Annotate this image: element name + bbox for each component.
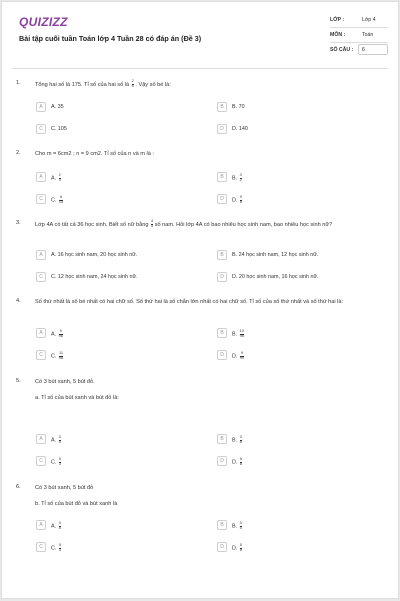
quizizz-logo: QUIZIZZ — [19, 15, 68, 29]
question-number: 1. — [16, 80, 21, 86]
option-text: B. $\frac{3}{8}$ — [232, 435, 242, 444]
fraction — [240, 352, 244, 361]
question-number: 5. — [16, 378, 21, 384]
fraction-denominator: 99 — [239, 355, 245, 360]
fraction-numerator: 3 — [239, 435, 242, 439]
question-text: Có 3 bút xanh, 5 bút đỏ. — [35, 379, 95, 385]
option-letter-box[interactable]: A — [36, 250, 46, 260]
fraction-numerator: 5 — [58, 543, 62, 547]
option-text: D. $\frac{5}{8}$ — [232, 457, 243, 466]
fraction-numerator: 10 — [239, 329, 244, 333]
option-text: B. $\frac{10}{98}$ — [232, 329, 244, 338]
fraction-numerator: 3 — [239, 173, 242, 177]
meta-panel — [330, 13, 388, 57]
fraction — [59, 522, 61, 531]
option-letter-box[interactable]: B — [217, 328, 227, 338]
option-letter-box[interactable]: B — [217, 520, 227, 530]
fraction-denominator: 8 — [239, 439, 242, 444]
question-text: Có 3 bút xanh, 5 bút đỏ — [35, 485, 94, 491]
question-number: 3. — [16, 220, 21, 226]
worksheet-page — [1, 1, 399, 599]
option-letter-box[interactable]: D — [217, 272, 227, 282]
option-letter-box[interactable]: A — [36, 434, 46, 444]
option-text: A. $\frac{2}{3}$ — [51, 173, 61, 182]
option-letter-box[interactable]: B — [217, 250, 227, 260]
option-letter-box[interactable]: A — [36, 520, 46, 530]
question-number: 4. — [16, 298, 21, 304]
fraction-numerator: 11 — [59, 351, 63, 355]
option-text: D. $\frac{9}{99}$ — [232, 351, 245, 360]
meta-value: 6 — [362, 47, 365, 53]
fraction-numerator: 3 — [58, 521, 61, 525]
fraction — [240, 522, 242, 531]
fraction-denominator: 15 — [58, 199, 64, 204]
question-subpart: a. Tỉ số của bút xanh và bút đỏ là: — [35, 395, 119, 401]
fraction-denominator: 8 — [239, 547, 243, 552]
option-letter-box[interactable]: C — [36, 194, 46, 204]
meta-key: MÔN : — [330, 32, 346, 38]
option-letter-box[interactable]: D — [217, 542, 227, 552]
option-text: A. 16 học sinh nam, 20 học sinh nữ. — [51, 252, 138, 258]
option-text: D. 140 — [232, 126, 248, 132]
option-letter-box[interactable]: A — [36, 328, 46, 338]
option-text: C. $\frac{5}{3}$ — [51, 457, 62, 466]
fraction-numerator: 3 — [58, 435, 61, 439]
option-letter-box[interactable]: B — [217, 102, 227, 112]
option-letter-box[interactable]: C — [36, 542, 46, 552]
fraction — [240, 458, 242, 467]
fraction-numerator: 9 — [239, 195, 243, 199]
fraction — [59, 352, 63, 361]
question-text: Cho m = 6cm2 ; n = 9 cm2. Tỉ số của n và m là : — [35, 151, 154, 157]
fraction-denominator: 2 — [239, 177, 242, 182]
meta-row-count — [330, 43, 388, 57]
option-letter-box[interactable]: C — [36, 350, 46, 360]
meta-value: Toán — [362, 32, 374, 38]
question-text: Tổng hai số là 175. Tỉ số của hai số là $\frac{2}{5}$ . Vậy số bé là: — [35, 79, 171, 88]
fraction — [240, 330, 244, 339]
option-text: D. 20 học sinh nam, 16 học sinh nữ. — [232, 274, 319, 280]
fraction-denominator: 98 — [58, 355, 64, 360]
option-text: A. 35 — [51, 104, 64, 110]
worksheet-header — [2, 2, 398, 66]
option-text: A. $\frac{9}{98}$ — [51, 329, 63, 338]
fraction-denominator: 5 — [239, 525, 242, 530]
meta-row-class — [330, 13, 388, 28]
option-text: D. $\frac{9}{6}$ — [232, 195, 243, 204]
fraction-denominator: 5 — [131, 83, 134, 88]
question-subpart: b. Tỉ số của bút đỏ và bút xanh là — [35, 501, 118, 507]
fraction-denominator: 8 — [58, 525, 61, 530]
fraction — [240, 544, 242, 553]
option-letter-box[interactable]: A — [36, 102, 46, 112]
option-text: C. $\frac{11}{98}$ — [51, 351, 64, 360]
fraction-denominator: 3 — [58, 177, 61, 182]
fraction-numerator: 9 — [59, 329, 62, 333]
fraction-denominator: 98 — [239, 333, 244, 338]
option-text: D. $\frac{5}{8}$ — [232, 543, 243, 552]
option-text: B. 24 học sinh nam, 12 học sinh nữ. — [232, 252, 319, 258]
fraction-denominator: 98 — [58, 333, 63, 338]
fraction-numerator: 5 — [58, 457, 62, 461]
fraction — [151, 220, 153, 229]
fraction — [59, 458, 61, 467]
option-letter-box[interactable]: C — [36, 124, 46, 134]
question-count-box — [358, 44, 388, 55]
option-text: C. $\frac{6}{15}$ — [51, 195, 64, 204]
meta-key: SỐ CÂU : — [330, 47, 354, 53]
fraction-numerator: 5 — [239, 457, 243, 461]
fraction — [59, 330, 63, 339]
fraction — [59, 196, 63, 205]
option-text: C. $\frac{5}{3}$ — [51, 543, 62, 552]
option-text: B. 70 — [232, 104, 245, 110]
option-letter-box[interactable]: C — [36, 272, 46, 282]
meta-row-subject — [330, 28, 388, 43]
header-divider — [12, 68, 388, 69]
fraction-denominator: 3 — [58, 461, 62, 466]
option-letter-box[interactable]: D — [217, 124, 227, 134]
fraction — [59, 544, 61, 553]
option-letter-box[interactable]: A — [36, 172, 46, 182]
fraction — [132, 80, 134, 89]
fraction-numerator: 5 — [239, 543, 243, 547]
fraction-denominator: 5 — [151, 223, 154, 228]
option-text: B. $\frac{3}{5}$ — [232, 521, 242, 530]
option-text: A. $\frac{3}{5}$ — [51, 435, 61, 444]
fraction-numerator: 9 — [240, 351, 244, 355]
fraction — [240, 174, 242, 183]
fraction-denominator: 3 — [58, 547, 62, 552]
fraction-numerator: 6 — [59, 195, 63, 199]
option-letter-box[interactable]: D — [217, 350, 227, 360]
worksheet-title: Bài tập cuối tuần Toán lớp 4 Tuần 28 có đáp án (Đề 3) — [19, 34, 202, 43]
question-number: 6. — [16, 484, 21, 490]
fraction — [240, 436, 242, 445]
fraction-denominator: 5 — [58, 439, 61, 444]
option-text: A. $\frac{3}{8}$ — [51, 521, 61, 530]
fraction-denominator: 6 — [239, 199, 243, 204]
option-text: B. $\frac{3}{2}$ — [232, 173, 242, 182]
fraction — [59, 436, 61, 445]
meta-value: Lớp 4 — [362, 17, 376, 23]
fraction — [240, 196, 242, 205]
question-text: Lớp 4A có tất cả 36 học sinh. Biết số nữ bằng $\frac{4}{5}$ số nam. Hỏi lớp 4A có bao nhiêu học sinh nam, bao nhiêu học sinh nữ? — [35, 219, 333, 228]
question-text: Số thứ nhất là số bé nhất có hai chữ số. Số thứ hai là số chẵn lớn nhất có hai chữ số. Tỉ số của số thứ nhất và số thứ hai là: — [35, 299, 344, 305]
fraction-numerator: 2 — [131, 79, 134, 83]
fraction-denominator: 8 — [239, 461, 243, 466]
option-letter-box[interactable]: D — [217, 194, 227, 204]
option-letter-box[interactable]: D — [217, 456, 227, 466]
fraction-numerator: 4 — [151, 219, 154, 223]
meta-key: LỚP : — [330, 17, 345, 23]
option-text: C. 12 học sinh nam, 24 học sinh nữ. — [51, 274, 138, 280]
option-letter-box[interactable]: C — [36, 456, 46, 466]
fraction — [59, 174, 61, 183]
option-letter-box[interactable]: B — [217, 434, 227, 444]
fraction-numerator: 3 — [239, 521, 242, 525]
question-number: 2. — [16, 150, 21, 156]
fraction-numerator: 2 — [58, 173, 61, 177]
option-text: C. 105 — [51, 126, 67, 132]
option-letter-box[interactable]: B — [217, 172, 227, 182]
